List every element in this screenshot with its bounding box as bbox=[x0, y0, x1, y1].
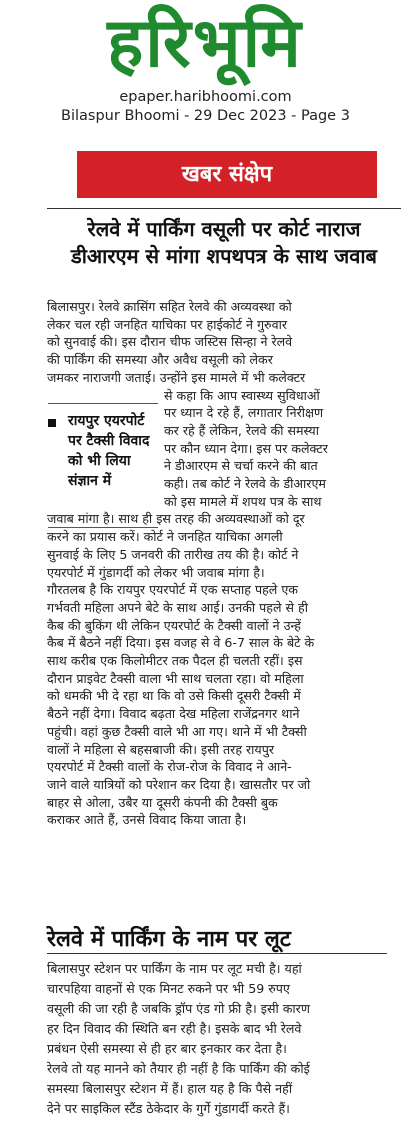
body-line: को धमकी भी दे रहा था कि वो उसे किसी दूसरी टैक्सी में bbox=[47, 688, 301, 704]
category-tag: खबर संक्षेप bbox=[77, 151, 377, 198]
body-line: को सुनवाई की। इस दौरान चीफ जस्टिस सिन्हा ने रेलवे bbox=[47, 334, 293, 350]
body-line: साथ करीब एक किलोमीटर तक पैदल ही चलती रहीं। इस bbox=[47, 653, 303, 668]
pull-quote-text: रायपुर एयरपोर्ट पर टैक्सी विवाद को भी लिया संज्ञान में bbox=[68, 413, 150, 489]
body-line: बिलासपुर स्टेशन पर पार्किंग के नाम पर लूट मची है। यहां bbox=[47, 961, 302, 976]
subheading: रेलवे में पार्किंग के नाम पर लूट bbox=[47, 927, 291, 952]
body-line: ने डीआरएम से चर्चा करने की बात bbox=[164, 458, 318, 474]
divider bbox=[48, 403, 158, 404]
bullet-icon bbox=[48, 419, 56, 427]
body-line: जाने वाले यात्रियों को परेशान कर दिया है। खासतौर पर जो bbox=[47, 776, 311, 792]
edition-line: Bilaspur Bhoomi - 29 Dec 2023 - Page 3 bbox=[61, 108, 350, 124]
source-url[interactable]: epaper.haribhoomi.com bbox=[119, 89, 292, 105]
divider bbox=[47, 208, 401, 209]
headline-line-2: डीआरएम से मांगा शपथपत्र के साथ जवाब bbox=[71, 244, 377, 268]
body-line: हर दिन विवाद की स्थिति बन रही है। इसके बाद भी रेलवे bbox=[47, 1021, 302, 1036]
body-line: जमकर नाराजगी जताई। उन्होंने इस मामले में भी कलेक्टर bbox=[47, 369, 306, 385]
divider bbox=[48, 527, 158, 528]
body-line: कैब में बैठने नहीं दिया। इस वजह से वे 6-7 साल के बेटे के bbox=[47, 635, 315, 651]
body-line: गर्भवती महिला अपने बेटे के साथ आई। उनकी पहले से ही bbox=[47, 599, 308, 615]
body-line: कैब की बुकिंग थी लेकिन एयरपोर्ट के टैक्सी वालों ने उन्हें bbox=[47, 617, 301, 633]
body-line: देने पर साइकिल स्टैंड ठेकेदार के गुर्गे गुंडागर्दी करते हैं। bbox=[47, 1101, 290, 1116]
masthead bbox=[0, 0, 411, 88]
body-line: लेकर चल रही जनहित याचिका पर हाईकोर्ट ने गुरुवार bbox=[47, 316, 287, 332]
body-line: प्रबंधन ऐसी समस्या से ही हर बार इनकार कर देता है। bbox=[47, 1041, 287, 1056]
body-line: सुनवाई के लिए 5 जनवरी की तारीख तय की है। कोर्ट ने bbox=[47, 546, 299, 562]
body-line: दौरान प्राइवेट टैक्सी वाला भी साथ चलता रहा। वो महिला bbox=[47, 670, 304, 686]
body-line: समस्या बिलासपुर स्टेशन में हैं। हाल यह है कि पैसे नहीं bbox=[47, 1081, 293, 1096]
body-line: वसूली की जा रही है जबकि ड्रॉप एंड गो फ्री है। इसी कारण bbox=[47, 1001, 310, 1016]
body-line: पहुंची। वहां कुछ टैक्सी वाले भी आ गए। थाने में भी टैक्सी bbox=[47, 723, 307, 739]
body-line: पर ध्यान दे रहे हैं, लगातार निरीक्षण bbox=[164, 405, 324, 421]
body-line: पर कौन ध्यान देगा। इस पर कलेक्टर bbox=[164, 440, 328, 456]
body-line: जवाब मांगा है। साथ ही इस तरह की अव्यवस्थाओं को दूर bbox=[47, 511, 305, 527]
body-line: एयरपोर्ट में टैक्सी वालों के रोज-रोज के विवाद ने आने- bbox=[47, 759, 292, 775]
body-line: चारपहिया वाहनों से एक मिनट रुकने पर भी 59 रुपए bbox=[47, 981, 290, 996]
body-line: कराकर आते हैं, उनसे विवाद किया जाता है। bbox=[47, 812, 247, 828]
body-line: रेलवे तो यह मानने को तैयार ही नहीं है कि पार्किंग की कोई bbox=[47, 1061, 310, 1076]
body-line: करने का प्रयास करें। कोर्ट ने जनहित याचिका अगली bbox=[47, 529, 283, 545]
body-line: से कहा कि आप स्वास्थ्य सुविधाओं bbox=[164, 387, 320, 403]
body-line: गौरतलब है कि रायपुर एयरपोर्ट में एक सप्ताह पहले एक bbox=[47, 582, 298, 598]
body-line: कर रहे हैं लेकिन, रेलवे की समस्या bbox=[164, 422, 319, 438]
divider bbox=[47, 953, 387, 954]
body-line: बैठने नहीं देगा। विवाद बढ़ता देख महिला राजेंद्रनगर थाने bbox=[47, 706, 300, 722]
body-line: एयरपोर्ट में गुंडागर्दी को लेकर भी जवाब मांगा है। bbox=[47, 564, 265, 580]
body-line: को इस मामले में शपथ पत्र के साथ bbox=[164, 493, 322, 509]
headline-line-1: रेलवे में पार्किंग वसूली पर कोर्ट नाराज bbox=[87, 217, 361, 241]
body-line: बिलासपुर। रेलवे क्रासिंग सहित रेलवे की अव्यवस्था को bbox=[47, 299, 292, 314]
body-line: कही। तब कोर्ट ने रेलवे के डीआरएम bbox=[164, 476, 326, 491]
haribhoomi-logo[interactable]: हरिभूमि bbox=[107, 4, 303, 83]
body-line: की पार्किंग की समस्या और अवैध वसूली को लेकर bbox=[47, 352, 273, 368]
body-line: बाहर से ओला, उबैर या दूसरी कंपनी की टैक्सी बुक bbox=[47, 794, 278, 810]
body-line: वालों ने महिला से बहसबाजी की। इसी तरह रायपुर bbox=[47, 741, 275, 757]
